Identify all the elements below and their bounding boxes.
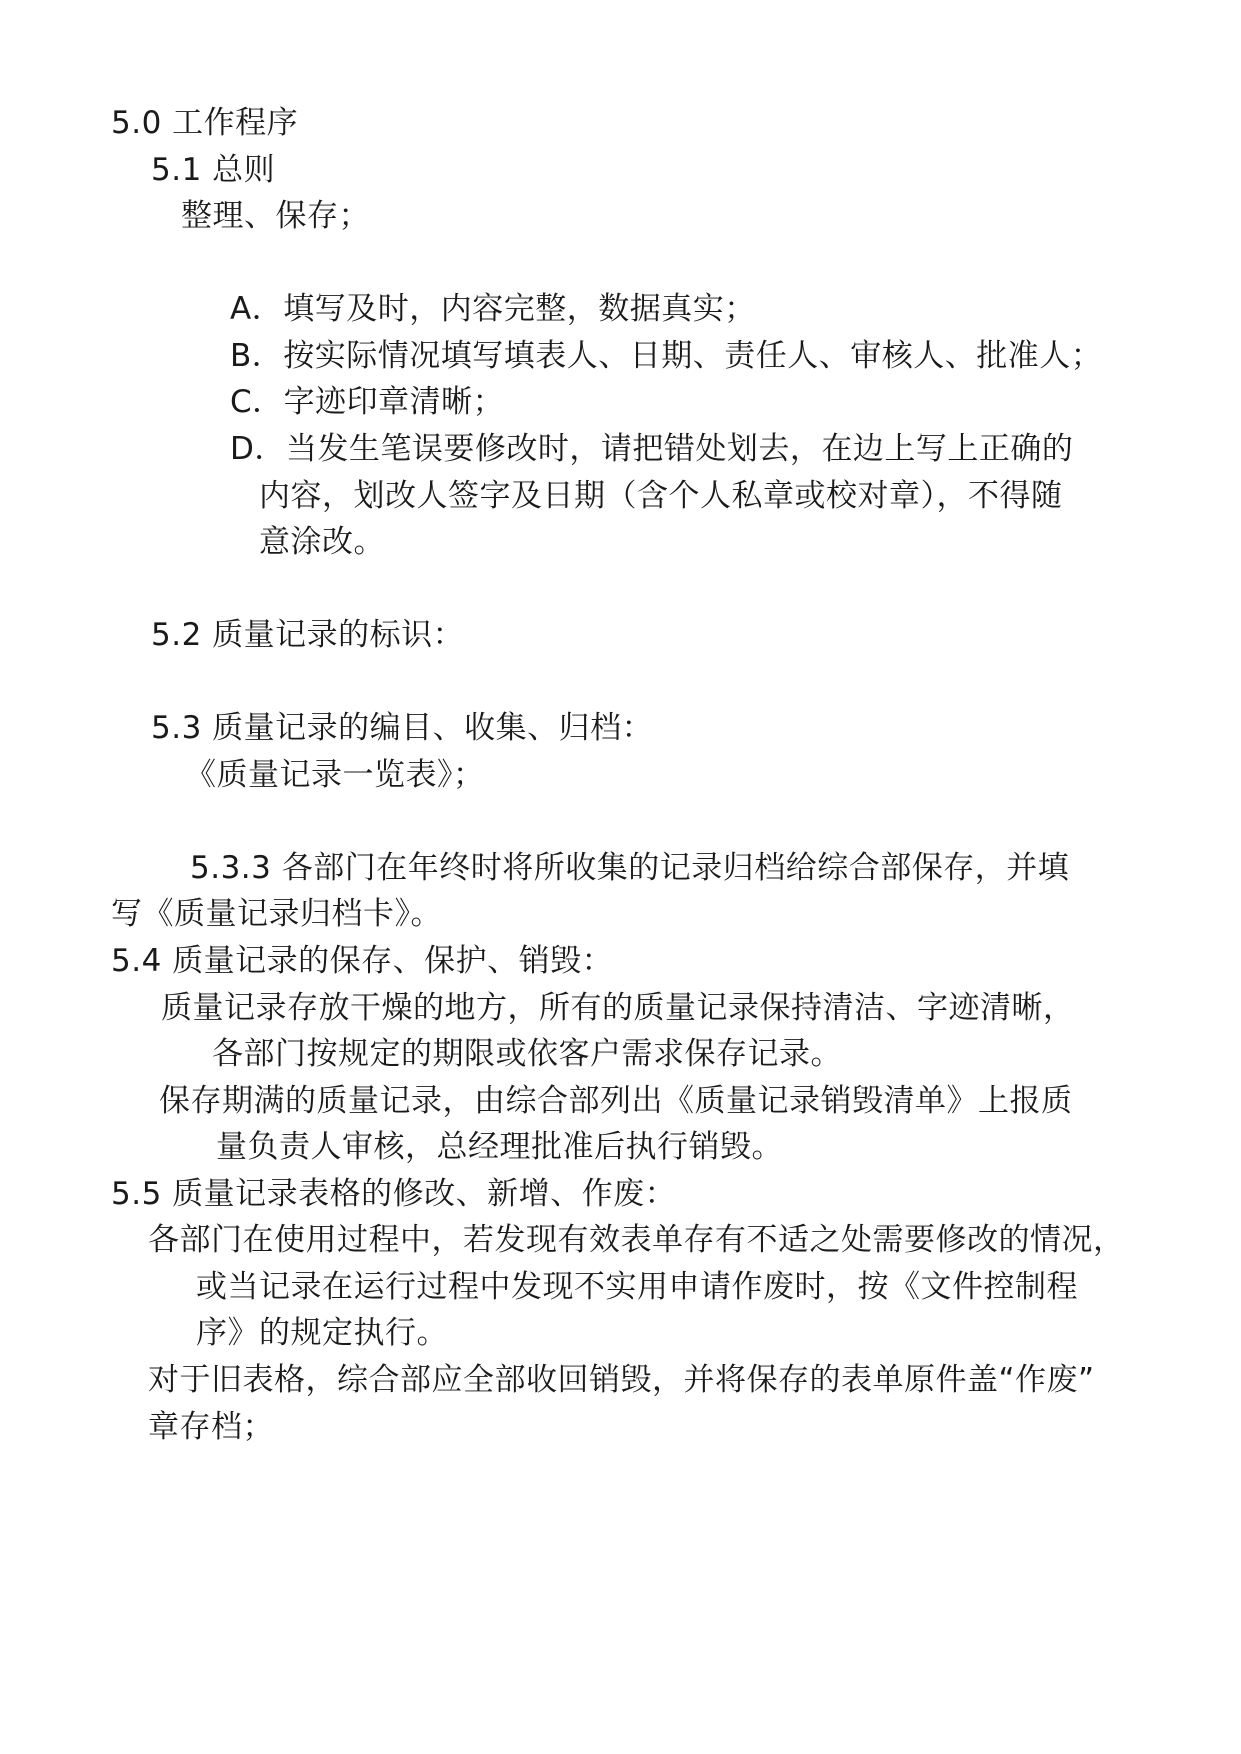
section-5-4-p1-line-1: 质量记录存放干燥的地方，所有的质量记录保持清洁、字迹清晰， [161,990,1075,1026]
section-5-5-p1-line-1: 各部门在使用过程中，若发现有效表单存有不适之处需要修改的情况， [148,1222,1125,1258]
section-5-5-heading: 5.5 质量记录表格的修改、新增、作废： [111,1176,677,1212]
section-5-3-3-line-1: 5.3.3 各部门在年终时将所收集的记录归档给综合部保存，并填 [190,850,1070,886]
section-5-5-p1-line-2: 或当记录在运行过程中发现不实用申请作废时，按《文件控制程 [196,1269,1078,1305]
section-5-5-p2-line-1: 对于旧表格，综合部应全部收回销毁，并将保存的表单原件盖“作废” [148,1362,1095,1398]
item-d: D．当发生笔误要修改时，请把错处划去，在边上写上正确的 [230,431,1074,467]
item-b: B．按实际情况填写填表人、日期、责任人、审核人、批准人； [230,338,1103,374]
section-5-1-heading: 5.1 总则 [151,152,276,188]
section-5-5-p1-line-3: 序》的规定执行。 [196,1315,448,1351]
item-d-continuation-1: 内容，划改人签字及日期（含个人私章或校对章），不得随 [259,478,1063,514]
section-5-4-p2-line-2: 量负责人审核，总经理批准后执行销毁。 [216,1129,783,1165]
section-5-3-3-line-2: 写《质量记录归档卡》。 [111,896,442,932]
section-5-1-intro: 整理、保存； [181,198,370,234]
section-5-3-heading: 5.3 质量记录的编目、收集、归档： [151,710,654,746]
item-a: A．填写及时，内容完整，数据真实； [230,291,756,327]
section-5-5-p2-line-2: 章存档； [148,1409,274,1445]
item-c: C．字迹印章清晰； [230,384,505,420]
section-5-4-p2-line-1: 保存期满的质量记录，由综合部列出《质量记录销毁清单》上报质 [159,1083,1073,1119]
section-5-4-p1-line-2: 各部门按规定的期限或依客户需求保存记录。 [212,1036,842,1072]
section-5-4-heading: 5.4 质量记录的保存、保护、销毁： [111,943,614,979]
section-5-0-heading: 5.0 工作程序 [111,105,299,141]
section-5-2-heading: 5.2 质量记录的标识： [151,617,465,653]
item-d-continuation-2: 意涂改。 [259,524,385,560]
section-5-3-line-1: 《质量记录一览表》； [185,757,485,793]
